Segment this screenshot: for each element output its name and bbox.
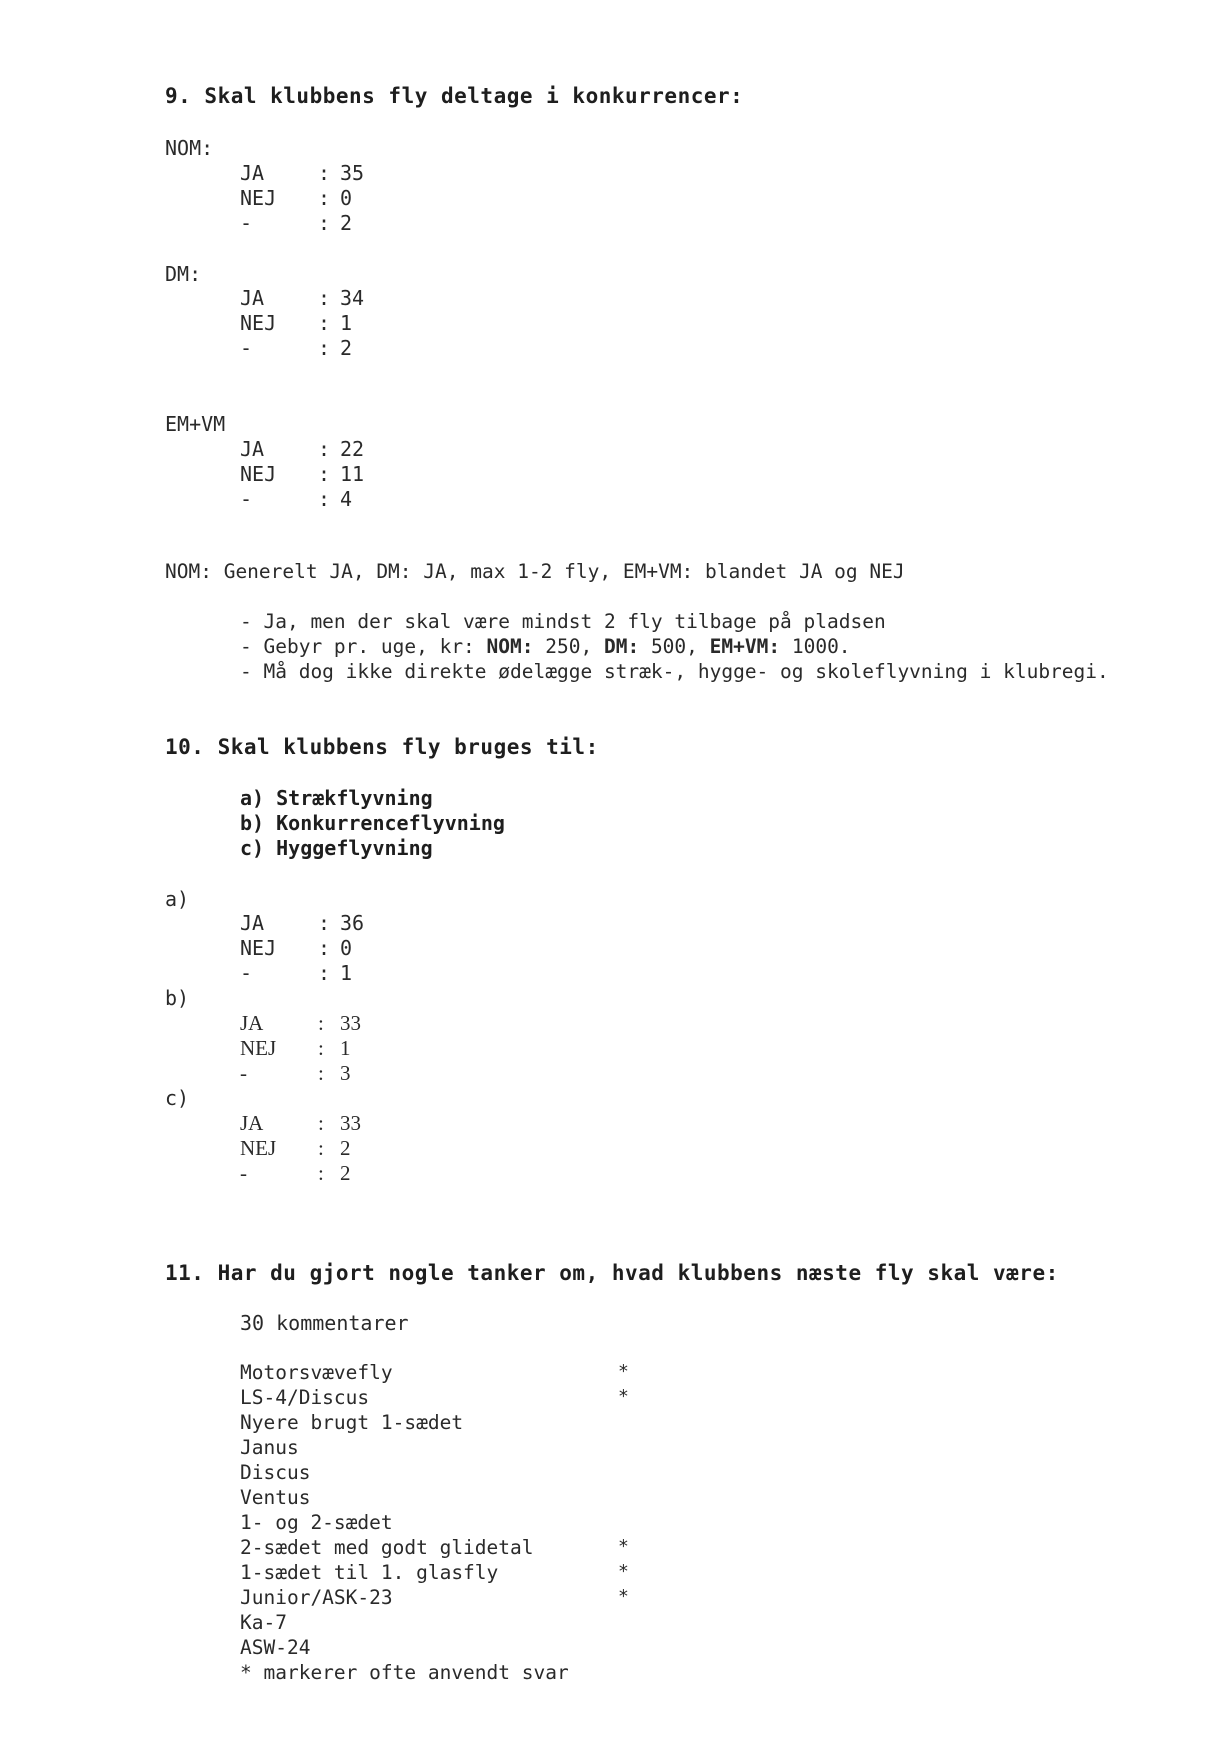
vote-label: - <box>240 961 253 985</box>
vote-value: 35 <box>340 161 365 185</box>
vote-value: 2 <box>340 1161 351 1185</box>
vote-label: JA <box>240 161 265 185</box>
vote-value: 33 <box>340 1011 361 1035</box>
asterisk-icon: * <box>618 1561 629 1582</box>
vote-label: JA <box>240 286 265 310</box>
asterisk-icon: * <box>618 1536 629 1557</box>
q10-heading: 10. Skal klubbens fly bruges til: <box>165 735 599 759</box>
vote-label: NEJ <box>240 936 277 960</box>
vote-value: 1 <box>340 961 353 985</box>
q10-group-c-label: c) <box>165 1086 190 1110</box>
vote-value: 2 <box>340 1136 351 1160</box>
vote-label: JA <box>240 1111 264 1135</box>
list-item: 1-sædet til 1. glasfly <box>240 1561 499 1584</box>
list-item: Junior/ASK-23 <box>240 1586 393 1609</box>
fee-label-emvm: EM+VM: <box>709 635 781 658</box>
list-item: 2-sædet med godt glidetal <box>240 1536 534 1559</box>
q9-bullet-2: - Gebyr pr. uge, kr: NOM: 250, DM: 500, EM+VM: 1000. <box>240 635 851 658</box>
list-item: 1- og 2-sædet <box>240 1511 393 1534</box>
q9-group-emvm-label: EM+VM <box>165 412 226 436</box>
vote-label: - <box>240 336 253 360</box>
vote-value: 1 <box>340 311 353 335</box>
q9-group-dm-label: DM: <box>165 262 202 286</box>
vote-label: NEJ <box>240 1036 277 1060</box>
list-item: Ventus <box>240 1486 311 1509</box>
vote-label: - <box>240 211 253 235</box>
q9-summary: NOM: Generelt JA, DM: JA, max 1-2 fly, EM+VM: blandet JA og NEJ <box>165 560 905 583</box>
q11-heading: 11. Har du gjort nogle tanker om, hvad klubbens næste fly skal være: <box>165 1261 1059 1285</box>
vote-label: NEJ <box>240 462 277 486</box>
vote-value: 1 <box>340 1036 351 1060</box>
document-page: 9. Skal klubbens fly deltage i konkurrencer: NOM: JA : 35 NEJ : 0 - : 2 DM: JA : 34 NEJ : 1 - : 2 EM+VM JA : 22 NEJ : 11 - : 4 NOM: Generelt JA, DM: JA, max 1-2 fly, EM+VM: blandet JA og NEJ - Ja, men der skal være mindst 2 fly tilbage på pladsen - Gebyr pr. uge, kr: NOM: 250, DM: 500, EM+VM: 1000. - Må dog ikke direkte ødelægge stræk-, hygge- og skoleflyvning i klubregi. 10. Skal klubbens fly bruges til: a) Strækflyvning b) Konkurrenceflyvning c) Hyggeflyvning a) JA : 36 NEJ : 0 - : 1 b) JA : 33 NEJ : 1 - : 3 c) JA : 33 NEJ : 2 - : 2 11. Har du gjort nogle tanker om, hvad klubbens næste fly skal være: 30 kommentarer Motorsvævefly * LS-4/Discus * Nyere brugt 1-sædet Janus Discus Ventus 1- og 2-sædet 2-sædet med godt glidetal * 1-sædet til 1. glasfly * Junior/ASK-23 * Ka-7 ASW-24 * markerer ofte anvendt svar <box>165 84 1109 1684</box>
vote-value: 34 <box>340 286 365 310</box>
q11-footnote: * markerer ofte anvendt svar <box>240 1661 569 1684</box>
list-item: Ka-7 <box>240 1611 287 1634</box>
fee-label-dm: DM: <box>603 635 640 658</box>
vote-value: 0 <box>340 936 353 960</box>
q10-option-c: c) Hyggeflyvning <box>240 836 433 860</box>
q11-comment-count: 30 kommentarer <box>240 1311 409 1335</box>
vote-label: - <box>240 1161 247 1185</box>
q9-bullet-1: - Ja, men der skal være mindst 2 fly tilbage på pladsen <box>240 610 886 633</box>
asterisk-icon: * <box>618 1361 629 1382</box>
vote-label: - <box>240 487 253 511</box>
vote-value: 36 <box>340 911 365 935</box>
asterisk-icon: * <box>618 1586 629 1607</box>
asterisk-icon: * <box>618 1386 629 1407</box>
vote-value: 2 <box>340 211 353 235</box>
vote-value: 4 <box>340 487 353 511</box>
vote-label: JA <box>240 911 265 935</box>
vote-label: JA <box>240 437 265 461</box>
vote-value: 0 <box>340 186 353 210</box>
vote-label: JA <box>240 1011 264 1035</box>
list-item: Discus <box>240 1461 311 1484</box>
vote-label: NEJ <box>240 1136 277 1160</box>
fee-label-nom: NOM: <box>486 635 534 658</box>
list-item: Motorsvævefly <box>240 1361 393 1384</box>
q9-group-nom-label: NOM: <box>165 136 214 160</box>
vote-label: NEJ <box>240 311 277 335</box>
q10-option-b: b) Konkurrenceflyvning <box>240 811 505 835</box>
list-item: LS-4/Discus <box>240 1386 370 1409</box>
vote-value: 2 <box>340 336 353 360</box>
vote-value: 22 <box>340 437 365 461</box>
list-item: ASW-24 <box>240 1636 311 1659</box>
q10-option-a: a) Strækflyvning <box>240 786 433 810</box>
list-item: Nyere brugt 1-sædet <box>240 1411 464 1434</box>
vote-label: - <box>240 1061 247 1085</box>
q10-group-a-label: a) <box>165 887 190 911</box>
vote-label: NEJ <box>240 186 277 210</box>
vote-value: 3 <box>340 1061 351 1085</box>
q10-group-b-label: b) <box>165 986 190 1010</box>
q9-bullet-3: - Må dog ikke direkte ødelægge stræk-, hygge- og skoleflyvning i klubregi. <box>240 660 1109 683</box>
vote-value: 33 <box>340 1111 361 1135</box>
q9-heading: 9. Skal klubbens fly deltage i konkurrencer: <box>165 84 744 108</box>
list-item: Janus <box>240 1436 299 1459</box>
vote-value: 11 <box>340 462 365 486</box>
